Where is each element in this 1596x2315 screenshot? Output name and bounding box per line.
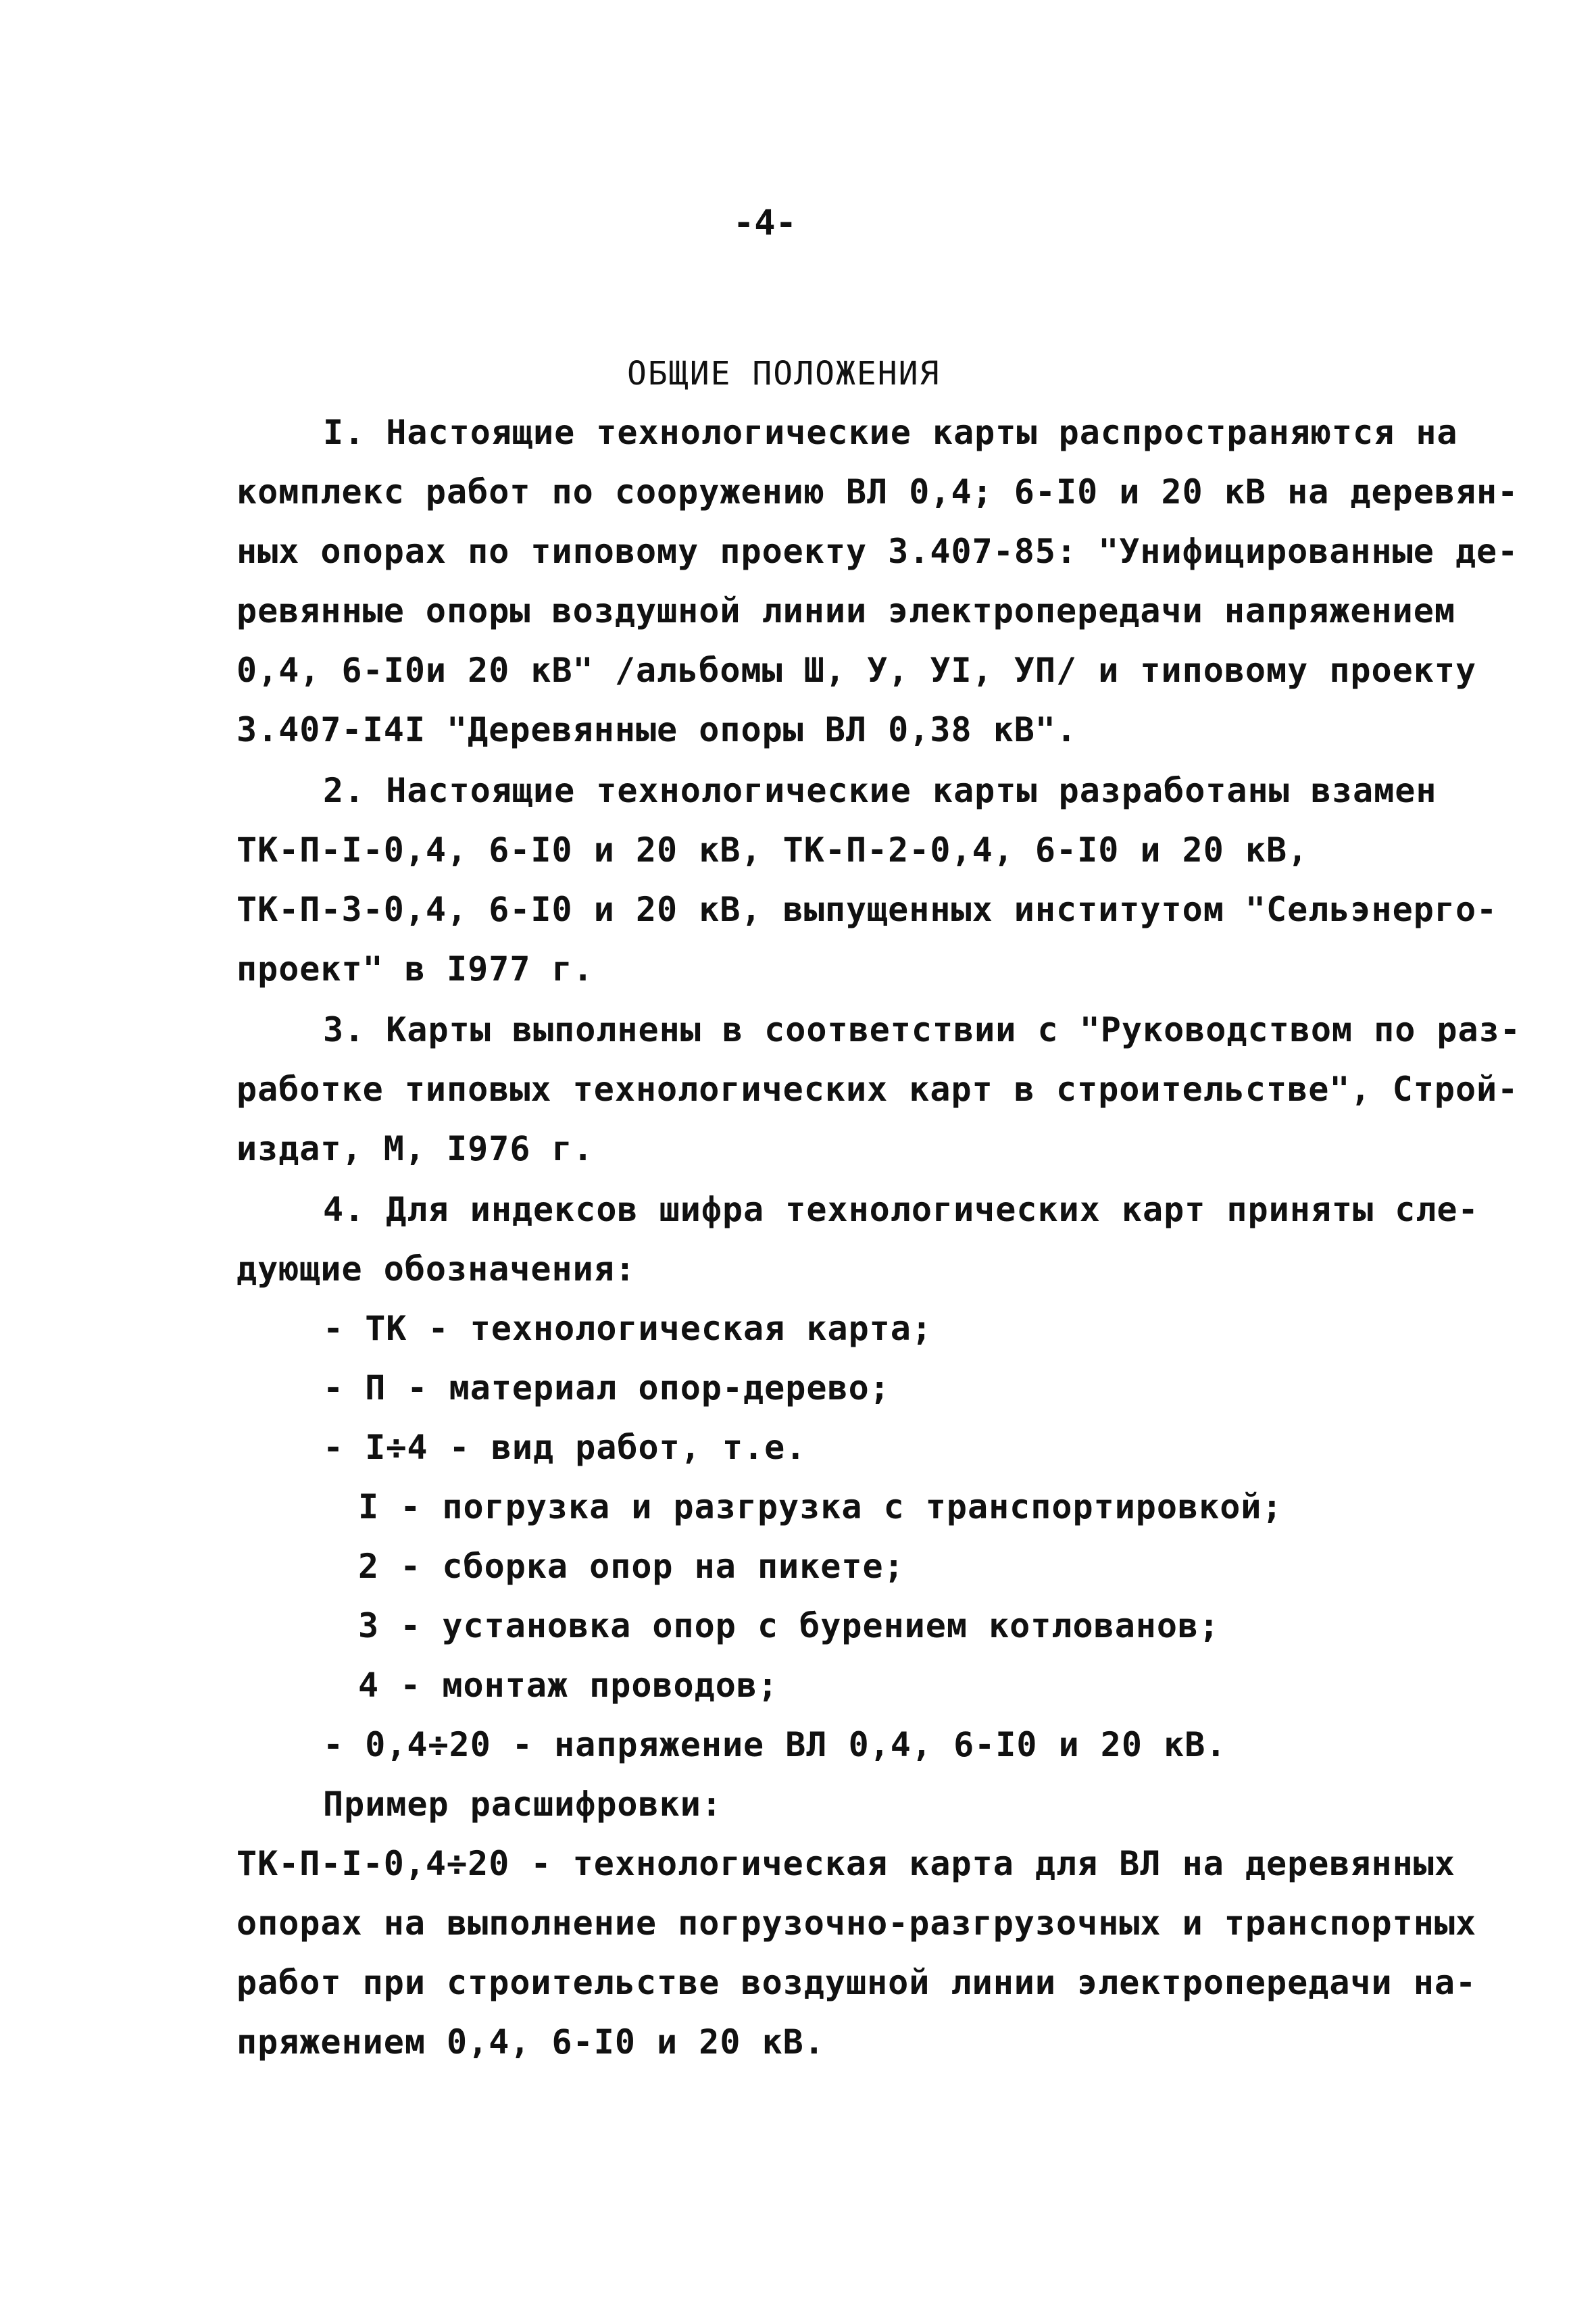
list-subitem: 4 - монтаж проводов; bbox=[358, 1666, 779, 1705]
paragraph-line: ТК-П-I-0,4÷20 - технологическая карта для ВЛ на деревянных bbox=[236, 1844, 1455, 1883]
list-item: - 0,4÷20 - напряжение ВЛ 0,4, 6-I0 и 20 кВ. bbox=[323, 1725, 1227, 1764]
paragraph-line: ТК-П-3-0,4, 6-I0 и 20 кВ, выпущенных институтом "Сельэнерго- bbox=[236, 890, 1498, 929]
paragraph-line: ных опорах по типовому проекту 3.407-85: "Унифицированные де- bbox=[236, 532, 1519, 571]
page-number: -4- bbox=[733, 203, 797, 243]
paragraph-line: комплекс работ по сооружению ВЛ 0,4; 6-I0 и 20 кВ на деревян- bbox=[236, 472, 1519, 512]
list-item: - I÷4 - вид работ, т.е. bbox=[323, 1428, 807, 1467]
paragraph-line: ревянные опоры воздушной линии электропередачи напряжением bbox=[236, 591, 1455, 630]
list-subitem: 3 - установка опор с бурением котлованов; bbox=[358, 1606, 1220, 1645]
paragraph-line: 3.407-I4I "Деревянные опоры ВЛ 0,38 кВ". bbox=[236, 710, 1078, 749]
paragraph-line: работке типовых технологических карт в строительстве", Строй- bbox=[236, 1070, 1519, 1109]
list-item: - П - материал опор-дерево; bbox=[323, 1368, 891, 1408]
paragraph-line: издат, М, I976 г. bbox=[236, 1129, 594, 1168]
paragraph-line: пряжением 0,4, 6-I0 и 20 кВ. bbox=[236, 2022, 825, 2062]
paragraph-line: ТК-П-I-0,4, 6-I0 и 20 кВ, ТК-П-2-0,4, 6-I0 и 20 кВ, bbox=[236, 830, 1309, 870]
paragraph-line: Пример расшифровки: bbox=[323, 1785, 722, 1824]
paragraph-line: I. Настоящие технологические карты распространяются на bbox=[323, 413, 1458, 452]
list-item: - ТК - технологическая карта; bbox=[323, 1309, 932, 1348]
paragraph-line: 0,4, 6-I0и 20 кВ" /альбомы Ш, У, УI, УП/ и типовому проекту bbox=[236, 651, 1477, 690]
paragraph-line: 4. Для индексов шифра технологических карт приняты сле- bbox=[323, 1190, 1479, 1229]
paragraph-line: 3. Карты выполнены в соответствии с "Руководством по раз- bbox=[323, 1010, 1521, 1049]
paragraph-line: дующие обозначения: bbox=[236, 1249, 636, 1289]
paragraph-line: проект" в I977 г. bbox=[236, 949, 594, 989]
section-heading: ОБЩИЕ ПОЛОЖЕНИЯ bbox=[627, 355, 941, 393]
list-subitem: I - погрузка и разгрузка с транспортировкой; bbox=[358, 1487, 1283, 1526]
list-subitem: 2 - сборка опор на пикете; bbox=[358, 1547, 905, 1586]
paragraph-line: опорах на выполнение погрузочно-разгрузочных и транспортных bbox=[236, 1903, 1477, 1943]
paragraph-line: работ при строительстве воздушной линии электропередачи на- bbox=[236, 1963, 1477, 2002]
paragraph-line: 2. Настоящие технологические карты разработаны взамен bbox=[323, 771, 1437, 810]
